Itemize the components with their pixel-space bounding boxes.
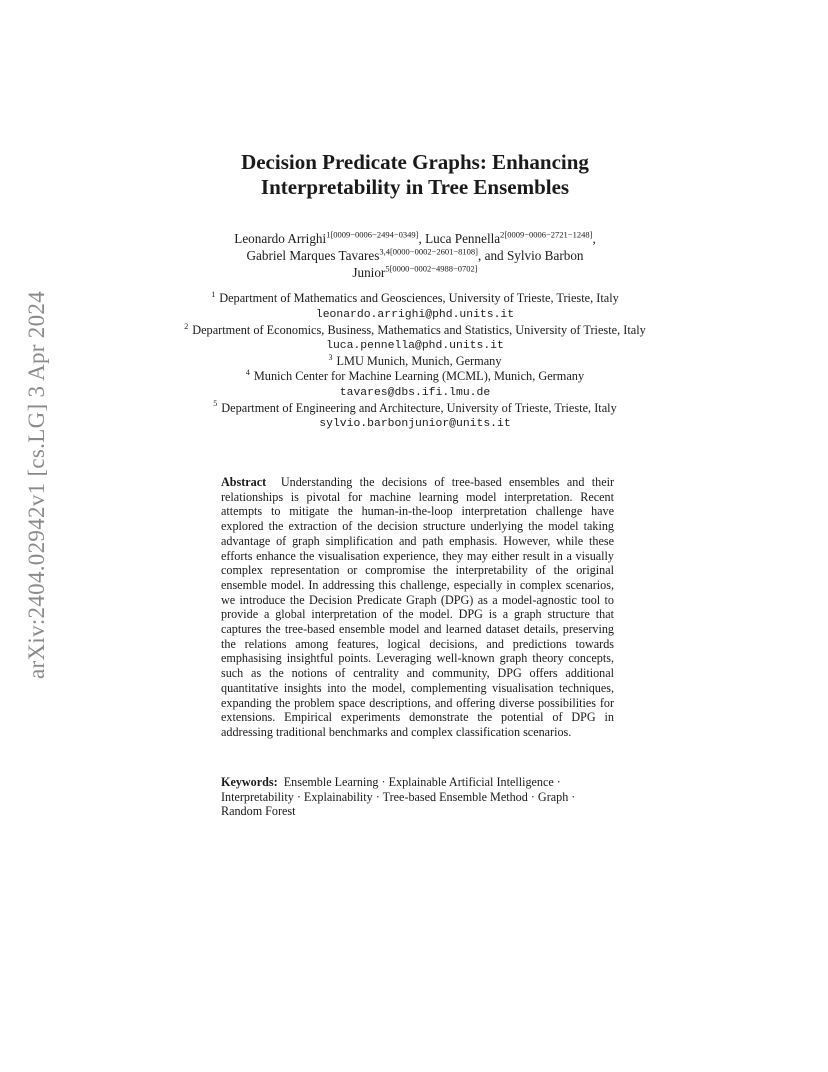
paper-title [150, 150, 680, 200]
keywords [221, 775, 614, 819]
affiliation-number: 3 [328, 353, 333, 363]
arxiv-sidebar [22, 290, 52, 680]
affiliation-item [175, 354, 655, 369]
affiliation-number: 1 [211, 289, 216, 299]
author-name: Leonardo Arrighi [234, 231, 327, 246]
affiliation-email: leonardo.arrighi@phd.units.it [315, 308, 515, 321]
arxiv-identifier: arXiv:2404.02942v1 [cs.LG] 3 Apr 2024 [24, 291, 49, 679]
affiliation-email: luca.pennella@phd.units.it [326, 340, 504, 353]
affiliation-number: 2 [184, 321, 189, 331]
author-orcid: 1[0009−0006−2494−0349] [326, 229, 419, 240]
abstract-text: Understanding the decisions of tree-based ensembles and their relationships is pivotal for machine learning model interpretation. Recent attempts to mitigate the human-in-the-loop interpretation challenge have explored the extraction of the decision structure underlying the model taking advantage of graph simplification and path emphasis. However, while these efforts enhance the visualisation experience, they may either result in a visually complex representation or compromise the interpretability of the original ensemble model. In addressing this challenge, especially in complex scenarios, we introduce the Decision Predicate Graph (DPG) as a model-agnostic tool to provide a global interpretation of the model. DPG is a graph structure that captures the tree-based ensemble model and learned dataset details, preserving the relations among features, logical decisions, and predictions towards emphasising insightful points. Leveraging well-known graph theory concepts, such as the notions of centrality and community, DPG offers additional quantitative insights into the model, complementing visualisation techniques, expanding the problem space descriptions, and offering diverse possibilities for extensions. Empirical experiments demonstrate the potential of DPG in addressing traditional benchmarks and complex classification scenarios. [221, 475, 614, 739]
title-line-1: Decision Predicate Graphs: Enhancing [241, 150, 589, 174]
author-name: Gabriel Marques Tavares [246, 248, 380, 263]
affiliation-item [175, 291, 655, 323]
affiliation-list [175, 291, 655, 432]
title-line-2: Interpretability in Tree Ensembles [260, 175, 570, 199]
affiliation-email: sylvio.barbonjunior@units.it [319, 418, 511, 431]
affiliation-text: Department of Economics, Business, Mathematics and Statistics, University of Trieste, Italy [192, 322, 646, 337]
affiliation-item [175, 323, 655, 355]
author-name: Luca Pennella [425, 231, 501, 246]
author-conjunction: and Sylvio Barbon [484, 248, 584, 263]
affiliation-item [175, 401, 655, 433]
affiliation-text: Munich Center for Machine Learning (MCML), Munich, Germany [253, 368, 585, 383]
affiliation-email: tavares@dbs.ifi.lmu.de [339, 386, 491, 399]
author-list: Leonardo Arrighi$^{1[0009-0006-2494-0349]}$, Luca Pennella$^{2[0009-0006-2721-1248]}$, Gabriel Marques Tavares$^{3,4[0000-0002-2601-8108]}$, and Sylvio Barbon Junior$^{5[0000-0002-4988-0702]}$ [234, 229, 596, 280]
abstract-label: Abstract [221, 475, 267, 489]
affiliation-text: LMU Munich, Munich, Germany [336, 354, 502, 369]
author-orcid: 3,4[0000−0002−2601−8108] [379, 246, 479, 257]
affiliation-number: 4 [245, 367, 250, 377]
keywords-text: Ensemble Learning · Explainable Artificial Intelligence · Interpretability · Explainability · Tree-based Ensemble Method · Graph · Random Forest [221, 775, 576, 819]
author-name: Junior [352, 265, 386, 280]
abstract [221, 475, 614, 740]
affiliation-number: 5 [213, 399, 218, 409]
author-orcid: 5[0000−0002−4988−0702] [385, 263, 478, 274]
affiliation-text: Department of Engineering and Architecture, University of Trieste, Trieste, Italy [221, 400, 617, 415]
keywords-label: Keywords: [221, 775, 278, 789]
author-orcid: 2[0009−0006−2721−1248] [500, 229, 593, 240]
affiliation-item [175, 369, 655, 401]
affiliation-text: Department of Mathematics and Geosciences, University of Trieste, Trieste, Italy [219, 291, 619, 305]
